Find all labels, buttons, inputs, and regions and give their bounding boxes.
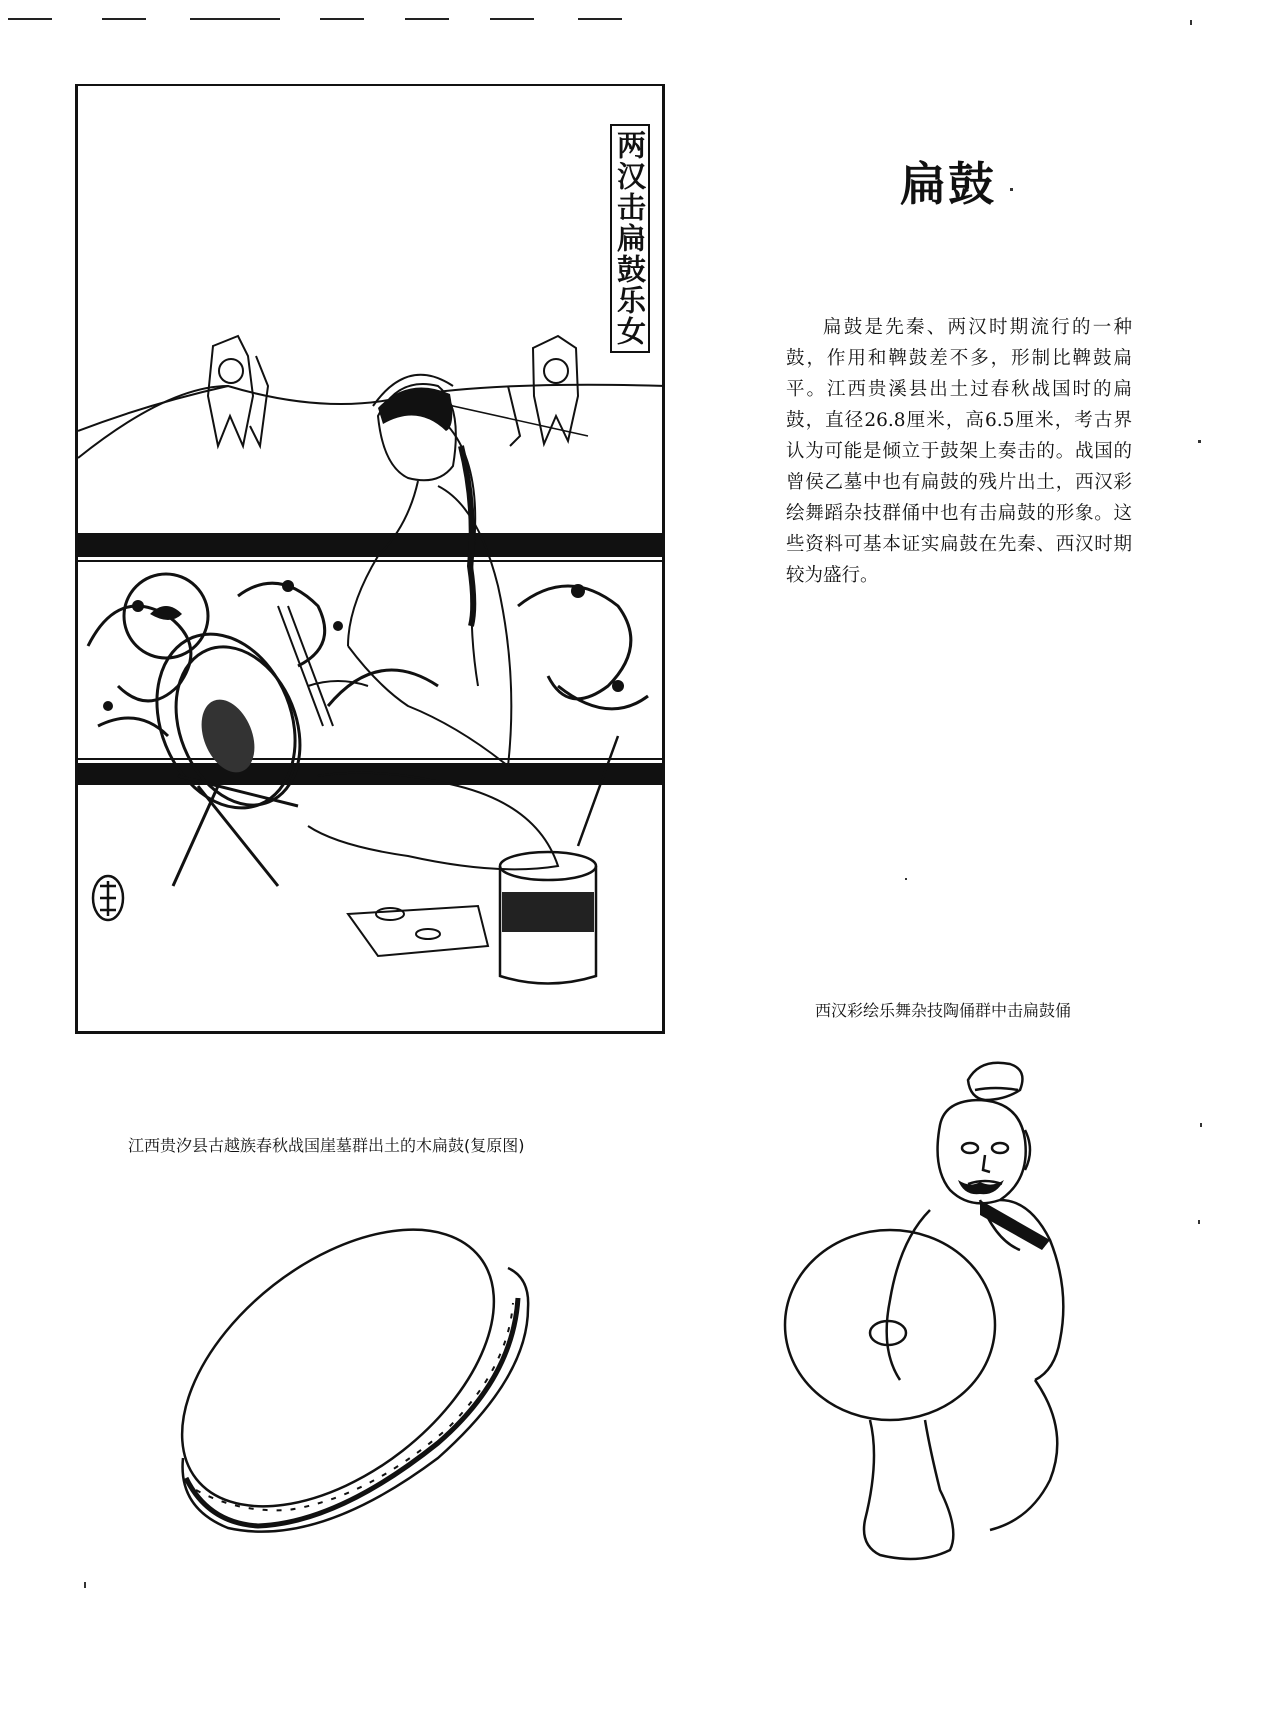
body-paragraph: 扁鼓是先秦、两汉时期流行的一种鼓，作用和鞞鼓差不多，形制比鞞鼓扁平。江西贵溪县出土过春秋战国时的扁鼓，直径26.8厘米，高6.5厘米，考古界认为可能是倾立于鼓架上奏击的。战国的曾侯乙墓中也有扁鼓的残片出土，西汉彩绘舞蹈杂技群俑中也有击扁鼓的形象。这些资料可基本证实扁鼓在先秦、西汉时期较为盛行。 [786,317,1132,586]
figurine-drawing [780,1050,1080,1574]
scan-mark [320,18,364,20]
scan-mark [102,18,146,20]
figurine-svg [780,1050,1080,1570]
page-heading: 扁鼓 [900,157,996,211]
scan-mark [405,18,449,20]
scan-speck [1200,1123,1202,1127]
musician-illustration [75,84,665,1034]
scan-mark [578,18,622,20]
flat-drum-drawing [168,1228,548,1552]
scan-speck [1010,188,1013,191]
scan-mark [8,18,52,20]
flat-drum-svg [168,1228,548,1548]
scan-speck [1190,20,1192,25]
scan-mark [490,18,534,20]
scan-speck [1198,440,1201,443]
musician-drawing [78,86,665,1034]
figurine-caption: 西汉彩绘乐舞杂技陶俑群中击扁鼓俑 [815,1001,1072,1020]
scan-speck [1198,1220,1200,1224]
scan-mark [190,18,280,20]
scan-speck [905,878,907,880]
drum-caption: 江西贵汐县古越族春秋战国崖墓群出土的木扁鼓(复原图) [128,1136,525,1155]
scan-speck [84,1582,86,1588]
vertical-title-cartouche: 两汉击扁鼓乐女 [610,124,650,353]
